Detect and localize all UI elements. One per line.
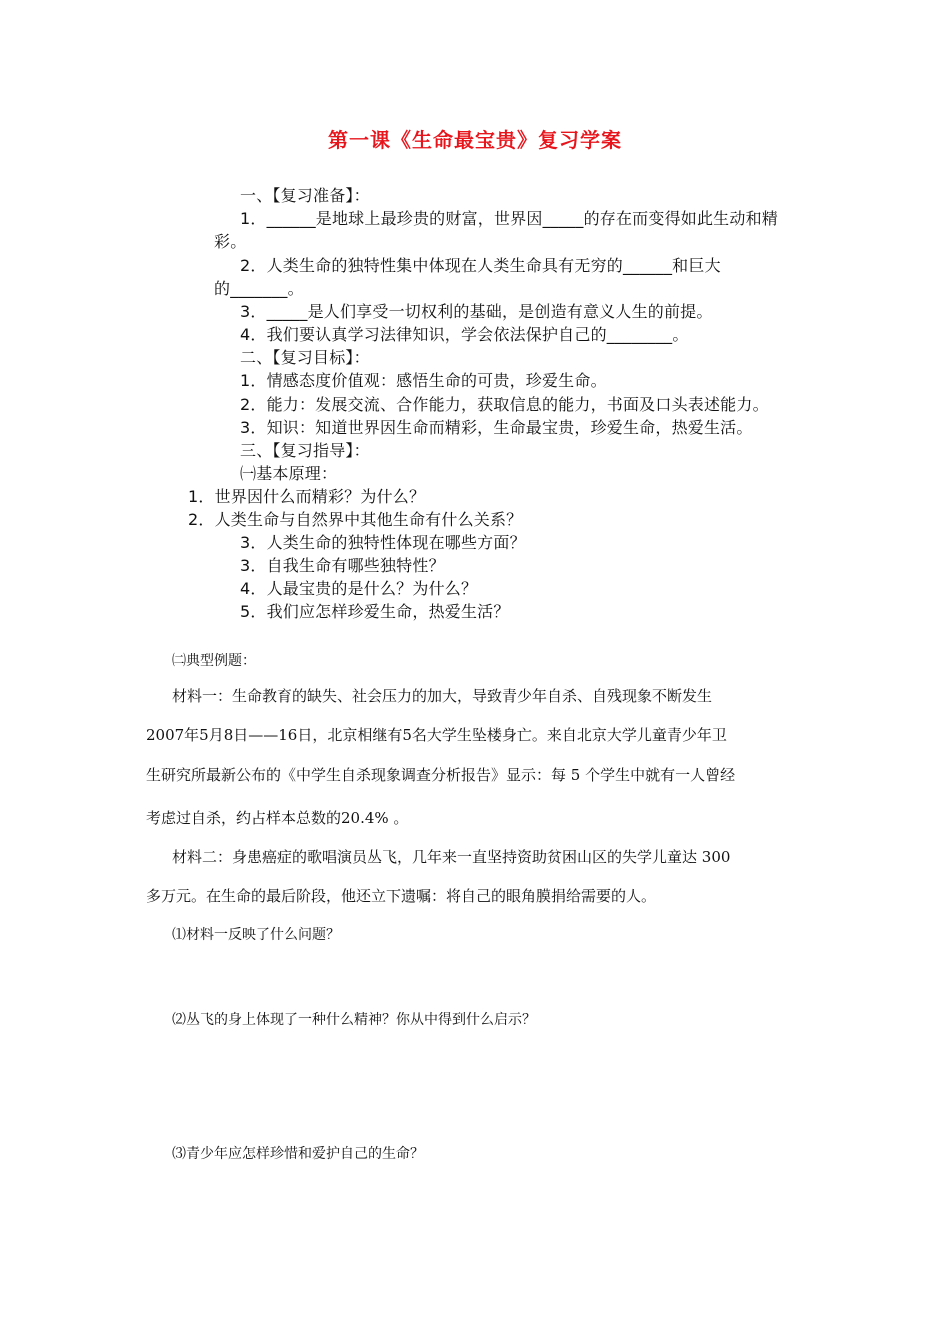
prep-question-1-line-1: 1．______是地球上最珍贵的财富，世界因_____的存在而变得如此生动和精 bbox=[240, 209, 778, 228]
material-two-line: 材料二：身患癌症的歌唱演员丛飞，几年来一直坚持资助贫困山区的失学儿童达 300 bbox=[172, 848, 731, 866]
material-one-line: 生研究所最新公布的《中学生自杀现象调查分析报告》显示：每 5 个学生中就有一人曾经 bbox=[146, 766, 736, 784]
material-one-line: 材料一：生命教育的缺失、社会压力的加大，导致青少年自杀、自残现象不断发生 bbox=[172, 687, 713, 705]
prep-question-1-line-2: 彩。 bbox=[214, 232, 247, 251]
page-title: 第一课《生命最宝贵》复习学案 bbox=[328, 128, 622, 152]
goal-item: 3．知识：知道世界因生命而精彩，生命最宝贵，珍爱生命，热爱生活。 bbox=[240, 418, 753, 437]
principle-item: 5．我们应怎样珍爱生命，热爱生活？ bbox=[240, 602, 510, 621]
principle-item: 3．自我生命有哪些独特性？ bbox=[240, 556, 445, 575]
section-heading-prep: 一、【复习准备】： bbox=[240, 186, 370, 205]
prep-question-4: 4．我们要认真学习法律知识，学会依法保护自己的________。 bbox=[240, 325, 689, 344]
subheading-typical-examples: ㈡典型例题： bbox=[172, 653, 256, 669]
goal-item: 2．能力：发展交流、合作能力，获取信息的能力，书面及口头表述能力。 bbox=[240, 395, 769, 414]
goal-item: 1．情感态度价值观：感悟生命的可贵，珍爱生命。 bbox=[240, 371, 607, 390]
prep-question-2-line-1: 2．人类生命的独特性集中体现在人类生命具有无穷的______和巨大 bbox=[240, 256, 721, 275]
prep-question-2-line-2: 的_______。 bbox=[214, 279, 304, 298]
example-question-2: ⑵丛飞的身上体现了一种什么精神？你从中得到什么启示？ bbox=[172, 1012, 536, 1028]
section-heading-goals: 二、【复习目标】： bbox=[240, 348, 370, 367]
subheading-basic-principles: ㈠基本原理： bbox=[240, 464, 338, 483]
material-one-line: 考虑过自杀，约占样本总数的20.4% 。 bbox=[146, 809, 409, 827]
material-two-line: 多万元。在生命的最后阶段，他还立下遗嘱：将自己的眼角膜捐给需要的人。 bbox=[146, 887, 657, 905]
principle-item: 2．人类生命与自然界中其他生命有什么关系？ bbox=[188, 510, 523, 529]
example-question-3: ⑶青少年应怎样珍惜和爱护自己的生命？ bbox=[172, 1146, 424, 1162]
principle-item: 4．人最宝贵的是什么？为什么？ bbox=[240, 579, 478, 598]
section-heading-guide: 三、【复习指导】： bbox=[240, 441, 370, 460]
example-question-1: ⑴材料一反映了什么问题？ bbox=[172, 927, 340, 943]
material-one-line: 2007年5月8日——16日，北京相继有5名大学生坠楼身亡。来自北京大学儿童青少年卫 bbox=[146, 726, 727, 744]
prep-question-3: 3．_____是人们享受一切权利的基础，是创造有意义人生的前提。 bbox=[240, 302, 713, 321]
principle-item: 3．人类生命的独特性体现在哪些方面？ bbox=[240, 533, 526, 552]
principle-item: 1．世界因什么而精彩？为什么？ bbox=[188, 487, 426, 506]
